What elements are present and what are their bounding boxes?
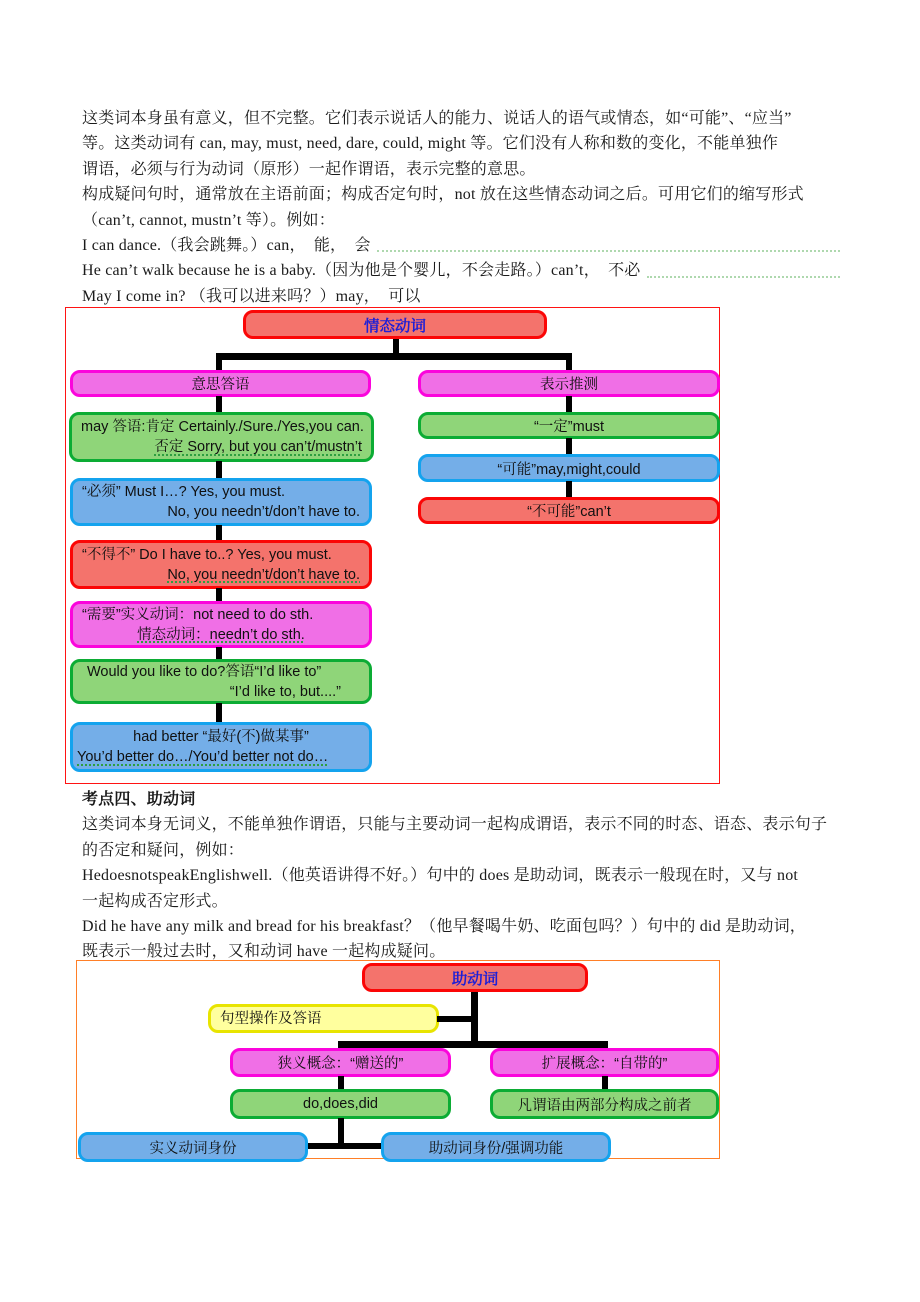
auxiliary-verbs-paragraph — [82, 787, 840, 965]
node-cant-impossible: “不可能”can’t — [418, 497, 720, 524]
node-text-line: had better “最好(不)做某事” — [133, 729, 309, 745]
node-had-better — [70, 722, 372, 772]
intro-line: 谓语，必须与行为动词（原形）一起作谓语，表示完整的意思。 — [82, 160, 536, 178]
node-do-does-did: do,does,did — [230, 1089, 451, 1119]
connector-line — [566, 481, 572, 498]
node-sentence-patterns — [208, 1004, 439, 1033]
node-text-line: 句型操作及答语 — [220, 1010, 322, 1027]
intro-line: 这类词本身虽有意义，但不完整。它们表示说话人的能力、说话人的语气或情态，如“可能”、“应当” — [82, 110, 792, 127]
section-line: 的否定和疑问，例如： — [82, 841, 245, 859]
intro-line: （can’t, cannot, mustn’t 等）。例如： — [82, 211, 335, 229]
node-extended-concept: 扩展概念：“自带的” — [490, 1048, 719, 1077]
node-text-line: “必须” Must I…? Yes, you must. — [82, 484, 286, 500]
node-two-part-predicate: 凡谓语由两部分构成之前者 — [490, 1089, 719, 1119]
intro-line: May I come in? （我可以进来吗？）may， 可以 — [82, 287, 421, 305]
connector-line — [437, 1016, 473, 1022]
node-need — [70, 601, 372, 648]
node-text-line: 否定 Sorry, but you can’t/mustn’t — [154, 439, 362, 455]
connector-line — [216, 353, 572, 360]
section-line: Did he have any milk and bread for his breakfast？（他早餐喝牛奶、吃面包吗？）句中的 did 是助动词， — [82, 917, 806, 935]
node-would-like — [70, 659, 372, 704]
node-narrow-concept: 狭义概念：“赠送的” — [230, 1048, 451, 1077]
node-may-answers — [69, 412, 374, 462]
node-text-line: 情态动词：needn’t do sth. — [137, 626, 305, 643]
node-text-line: Would you like to do?答语“I’d like to” — [87, 663, 322, 680]
intro-line: I can dance.（我会跳舞。）can， 能， 会 — [82, 233, 840, 258]
connector-line — [566, 396, 572, 413]
node-auxiliary-title: 助动词 — [362, 963, 588, 992]
node-express-conjecture: 表示推测 — [418, 370, 720, 397]
node-must — [70, 478, 372, 526]
node-text-line: You’d better do…/You’d better not do… — [77, 749, 329, 765]
node-modal-verbs-title: 情态动词 — [243, 310, 547, 339]
node-have-to — [70, 540, 372, 589]
intro-paragraph — [82, 106, 840, 309]
modal-verbs-diagram-frame — [65, 307, 720, 784]
intro-line: 等。这类动词有 can, may, must, need, dare, could, might 等。它们没有人称和数的变化，不能单独作 — [82, 135, 779, 153]
node-text-line: “不得不” Do I have to..? Yes, you must. — [82, 546, 332, 563]
connector-line — [305, 1143, 385, 1149]
section-heading: 考点四、助动词 — [82, 791, 196, 808]
node-text-line: “需要”实义动词：not need to do sth. — [82, 606, 314, 623]
section-line: 这类词本身无词义，不能单独作谓语，只能与主要动词一起构成谓语，表示不同的时态、语态、表示句子 — [82, 816, 828, 834]
connector-line — [566, 353, 572, 371]
node-text-line: No, you needn’t/don’t have to. — [167, 504, 360, 520]
connector-line — [216, 525, 222, 541]
connector-line — [338, 1076, 344, 1090]
auxiliary-verbs-diagram-frame — [76, 960, 720, 1159]
connector-line — [566, 438, 572, 455]
connector-line — [216, 461, 222, 479]
section-line: 一起构成否定形式。 — [82, 892, 228, 910]
connector-line — [602, 1076, 608, 1090]
connector-line — [338, 1041, 608, 1048]
node-text-line: No, you needn’t/don’t have to. — [167, 566, 360, 583]
node-auxiliary-role: 助动词身份/强调功能 — [381, 1132, 611, 1162]
intro-line: 构成疑问句时，通常放在主语前面；构成否定句时，not 放在这些情态动词之后。可用它们的缩写形式 — [82, 186, 804, 204]
intro-line: He can’t walk because he is a baby.（因为他是个婴儿，不会走路。）can’t， 不必 — [82, 258, 840, 283]
node-meaning-answers: 意思答语 — [70, 370, 371, 397]
connector-line — [216, 396, 222, 413]
section-line: HedoesnotspeakEnglishwell.（他英语讲得不好。）句中的 does 是助动词，既表示一般现在时，又与 not — [82, 867, 799, 885]
node-text-line: “I’d like to, but....” — [229, 683, 341, 700]
node-may-possibility: “可能”may,might,could — [418, 454, 720, 482]
section-line: 既表示一般过去时，又和动词 have 一起构成疑问。 — [82, 943, 446, 961]
node-must-certainty: “一定”must — [418, 412, 720, 439]
node-text-line: may 答语:肯定 Certainly./Sure./Yes,you can. — [81, 419, 364, 435]
connector-line — [216, 353, 222, 371]
node-main-verb-role: 实义动词身份 — [78, 1132, 308, 1162]
connector-line — [216, 588, 222, 602]
connector-line — [216, 703, 222, 723]
